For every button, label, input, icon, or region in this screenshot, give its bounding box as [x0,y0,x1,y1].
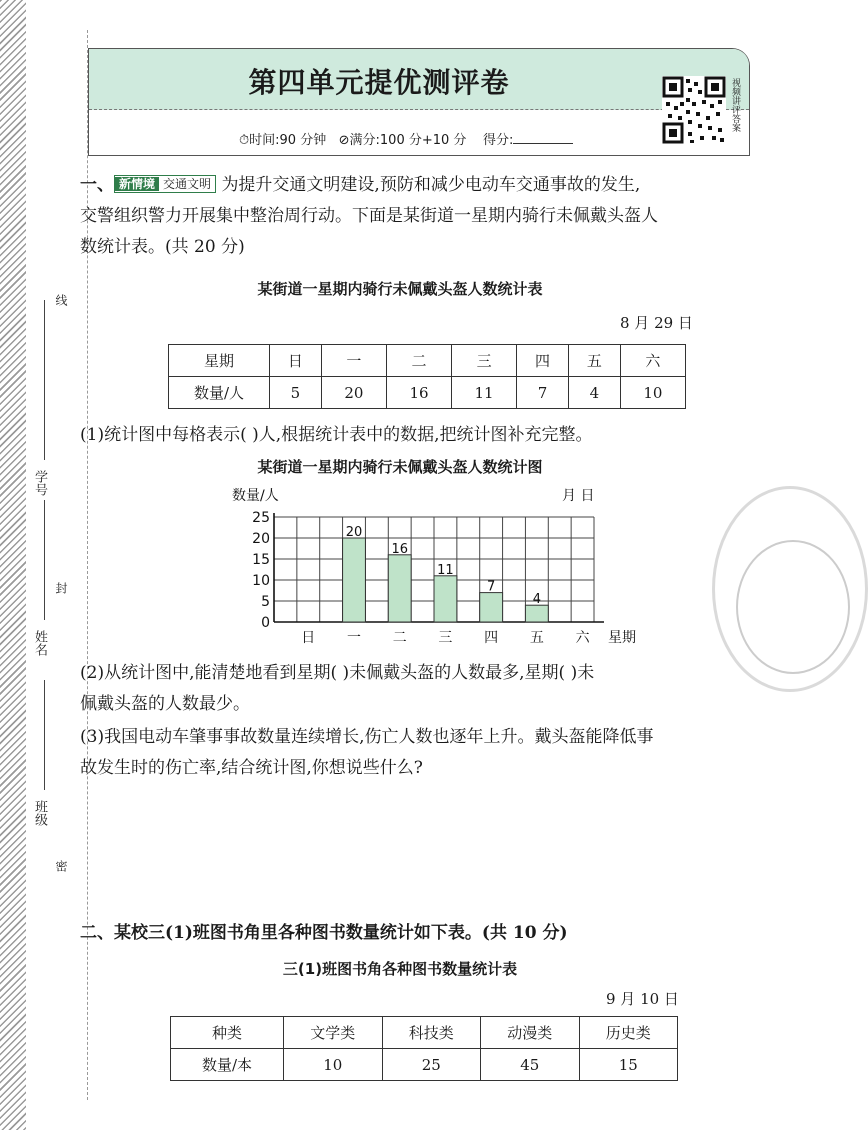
table-cell: 7 [517,377,569,409]
q1-part2 [80,658,780,720]
q2-table-title: 三(1)班图书角各种图书数量统计表 [282,960,518,978]
bar [480,593,503,622]
q1-text-line1: 为提升交通文明建设,预防和减少电动车交通事故的发生, [221,175,641,195]
context-tag [114,175,216,193]
x-category-label: 六 [575,630,590,646]
table-cell: 45 [481,1049,580,1081]
score-blank[interactable] [513,143,573,144]
y-tick-label: 0 [261,615,270,631]
bar-data-label: 4 [532,592,541,608]
table-cell: 六 [620,345,685,377]
table-cell: 文学类 [284,1017,383,1049]
q2-intro: 二、某校三(1)班图书角里各种图书数量统计如下表。(共 10 分) [80,923,568,943]
bar-data-label: 16 [391,541,408,557]
check-icon: ⊘ [338,133,350,148]
table-cell: 星期 [169,345,270,377]
y-tick-label: 25 [252,510,270,526]
class-label: 班级 [32,800,47,826]
table-cell: 动漫类 [481,1017,580,1049]
class-blank-line[interactable] [44,680,45,790]
exam-header [88,48,750,156]
table-cell: 20 [321,377,386,409]
bar [343,538,366,622]
tag-topic: 交通文明 [163,177,212,191]
bar-data-label: 7 [487,579,496,595]
bar [525,605,548,622]
x-axis-label: 星期 [608,630,636,646]
q1-part2-line2: 佩戴头盔的人数最少。 [80,694,250,714]
table-cell: 一 [321,345,386,377]
table-cell: 四 [517,345,569,377]
x-category-label: 四 [484,630,499,646]
table-cell: 5 [270,377,322,409]
y-tick-label: 5 [261,594,270,610]
q2-stats-table [170,1016,678,1081]
q1-bar-chart [226,488,636,654]
y-tick-label: 20 [252,531,270,547]
q1-table-title: 某街道一星期内骑行未佩戴头盔人数统计表 [257,280,543,298]
q1-part3-line1: (3)我国电动车肇事事故数量连续增长,伤亡人数也逐年上升。戴头盔能降低事 [80,727,654,747]
y-axis-label: 数量/人 [232,488,279,504]
q1-part2-line1: (2)从统计图中,能清楚地看到星期( )未佩戴头盔的人数最多,星期( )未 [80,663,595,683]
table-cell: 10 [284,1049,383,1081]
x-category-label: 三 [438,630,453,646]
table-cell: 16 [386,377,451,409]
q1-chart-title: 某街道一星期内骑行未佩戴头盔人数统计图 [257,458,543,476]
q1-part1: (1)统计图中每格表示( )人,根据统计表中的数据,把统计图补充完整。 [80,425,593,445]
table-cell: 4 [568,377,620,409]
table-cell: 三 [452,345,517,377]
table-cell: 历史类 [579,1017,678,1049]
exam-meta [239,129,573,148]
id-label: 学号 [32,470,47,496]
table-cell: 数量/本 [171,1049,284,1081]
q1-stats-table [168,344,686,409]
q1-intro [80,170,770,263]
q1-text-line2: 交警组织警力开展集中整治周行动。下面是某街道一星期内骑行未佩戴头盔人 [80,206,658,226]
table-cell: 10 [620,377,685,409]
x-category-label: 二 [392,630,407,646]
table-cell: 11 [452,377,517,409]
table-cell: 二 [386,345,451,377]
stamp-mark-inner [736,540,850,674]
q1-number: 一、 [80,175,114,195]
q1-part3-line2: 故发生时的伤亡率,结合统计图,你想说些什么? [80,758,423,778]
name-blank-line[interactable] [44,500,45,620]
q1-part3 [80,722,780,784]
table-cell: 25 [382,1049,481,1081]
name-label: 姓名 [32,630,47,656]
qr-code-icon[interactable] [662,76,726,144]
q1-text-line3: 数统计表。(共 20 分) [80,237,245,257]
table-cell: 数量/人 [169,377,270,409]
bar-data-label: 20 [345,525,363,540]
table-row [171,1017,678,1049]
cut-mark-seal: 封 [54,582,68,594]
time-limit: 时间:90 分钟 [249,133,327,148]
table-cell: 15 [579,1049,678,1081]
tag-new-context: 新情境 [115,177,159,191]
y-tick-label: 10 [252,573,270,589]
table-row [169,345,686,377]
table-row [171,1049,678,1081]
bar [388,555,411,622]
q2-table-date: 9 月 10 日 [606,990,679,1008]
date-label: 月 日 [562,488,595,504]
table-cell: 科技类 [382,1017,481,1049]
chart-svg [226,488,636,650]
score-label: 得分: [482,133,514,148]
id-blank-line[interactable] [44,300,45,460]
table-row [169,377,686,409]
bar-data-label: 11 [437,562,454,578]
cut-mark-fold: 密 [54,860,68,872]
exam-title: 第四单元提优测评卷 [248,66,510,99]
bar [434,576,457,622]
table-cell: 种类 [171,1017,284,1049]
y-tick-label: 15 [252,552,270,568]
qr-caption: 视频讲评答案 [730,78,740,132]
table-cell: 日 [270,345,322,377]
cut-mark-line: 线 [54,294,68,306]
x-category-label: 五 [529,630,544,646]
q1-table-date: 8 月 29 日 [620,314,693,332]
clock-icon: ⏱ [239,133,250,148]
full-score: 满分:100 分+10 分 [349,133,467,148]
table-cell: 五 [568,345,620,377]
x-category-label: 日 [301,630,316,646]
x-category-label: 一 [347,630,361,646]
